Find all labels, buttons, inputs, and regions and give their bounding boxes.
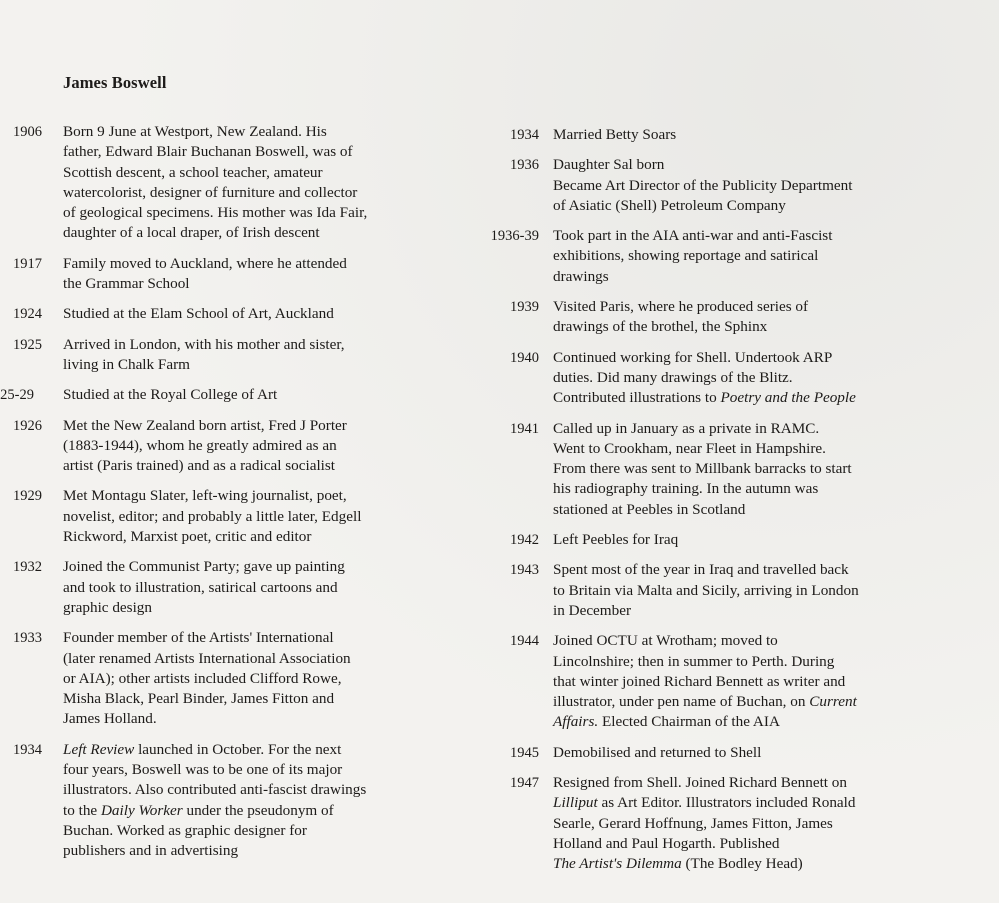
timeline-entry [0,486,470,547]
entry-year: 1945 [510,744,539,761]
timeline-entry [478,560,978,621]
entry-text: Left Peebles for Iraq [553,531,679,549]
entry-text: Demobilised and returned to Shell [553,743,762,761]
page-title: James Boswell [63,73,167,92]
entry-year: 1917 [13,255,42,272]
entry-text: Married Betty Soars [553,126,677,143]
entry-text: Visited Paris, where he produced series of drawings of the brothel, the Sphinx [553,298,809,336]
entry-year: 1926 [13,417,42,434]
entry-year: 1934 [510,127,539,143]
timeline-entry [478,743,978,763]
timeline-entry [478,226,978,287]
entry-year: 1929 [13,488,42,505]
entry-text: Spent most of the year in Iraq and travelled back to Britain via Malta and Sicily, arriving in London in December [553,561,859,619]
entry-year: 1942 [510,532,539,549]
entry-year: 1944 [510,633,539,650]
timeline-entry [0,122,470,244]
entry-year: 1932 [13,559,42,576]
left-review-line: Left Review launched in October. For the next [63,740,342,758]
entry-text: Met Montagu Slater, left-wing journalist, poet, novelist, editor; and probably a little later, Edgell Rickword, Marxist poet, critic and editor [63,487,362,546]
entry-text: Family moved to Auckland, where he attended the Grammar School [63,254,347,293]
entry-text: Continued working for Shell. Undertook ARP duties. Did many drawings of the Blitz. Contributed illustrations to Poetry and the People [553,348,953,409]
entry-text: Joined the Communist Party; gave up painting and took to illustration, satirical cartoons and graphic design [63,558,345,616]
entry-year: 1947 [510,775,539,792]
timeline-entry [0,628,470,729]
affairs-line: Affairs. Elected Chairman of the AIA [553,713,780,731]
entry-year: 1906 [13,124,42,140]
entry-text: Studied at the Elam School of Art, Auckland [63,305,334,323]
entry-year: 1939 [510,299,539,316]
entry-text: Arrived in London, with his mother and sister, living in Chalk Farm [63,335,345,373]
entry-text: Met the New Zealand born artist, Fred J Porter (1883-1944), whom he greatly admired as an artist (Paris trained) and as a radical socialist [63,416,347,475]
timeline-entry [478,155,978,216]
poetry-people-line: Contributed illustrations to Poetry and the People [553,389,856,407]
timeline-entry [478,631,978,732]
entry-year: 1934 [13,741,42,758]
current-affairs-line: illustrator, under pen name of Buchan, on Current [553,693,857,711]
timeline-entry [478,530,978,550]
timeline-entry [0,385,470,405]
entry-year: 1936 [510,157,539,174]
timeline-entry [478,125,978,145]
timeline-entry [0,740,470,862]
timeline-left-column [0,122,470,862]
timeline-entry [0,416,470,477]
timeline-right-column [478,125,978,875]
timeline-entry [0,335,470,376]
timeline-entry [478,773,978,874]
timeline-entry [0,254,470,295]
entry-year: 25-29 [0,387,34,404]
artists-dilemma-line: The Artist's Dilemma (The Bodley Head) [553,855,803,873]
entry-year: 1924 [13,306,42,323]
entry-year: 1941 [510,420,539,437]
entry-text: Resigned from Shell. Joined Richard Bennett on Lilliput as Art Editor. Illustrators included Ronald Searle, Gerard Hoffnung, James Fitton, James Holland and Paul Hogarth. Published The Artist's Dilemma (The Bodley Head) [553,773,953,874]
entry-year: 1940 [510,349,539,366]
entry-text: Joined OCTU at Wrotham; moved to Lincolnshire; then in summer to Perth. During that winter joined Richard Bennett as writer and illustrator, under pen name of Buchan, on Current Affairs. Elected Chairman of the AIA [553,631,953,732]
timeline-entry [0,304,470,324]
timeline-entry [478,419,978,520]
entry-year: 1943 [510,562,539,579]
entry-text: Born 9 June at Westport, New Zealand. His father, Edward Blair Buchanan Boswell, was of Scottish descent, a school teacher, amateur watercolorist, designer of furniture and collector of geological specimens. His mother was Ida Fair, daughter of a local draper, of Irish descent [63,123,368,242]
entry-text: Called up in January as a private in RAMC. Went to Crookham, near Fleet in Hampshire. From there was sent to Millbank barracks to start his radiography training. In the autumn was stationed at Peebles in Scotland [553,419,852,518]
entry-text: Took part in the AIA anti-war and anti-Fascist exhibitions, showing reportage and satirical drawings [553,227,833,285]
daily-worker-line: to the Daily Worker under the pseudonym of [63,801,334,819]
entry-text: Left Review launched in October. For the next four years, Boswell was to be one of its major illustrators. Also contributed anti-fascist drawings to the Daily Worker under the pseudonym of Buchan. Worked as graphic designer for publishers and in advertising [63,740,423,862]
entry-text: Studied at the Royal College of Art [63,386,278,404]
entry-text: Founder member of the Artists' International (later renamed Artists International Association or AIA); other artists included Clifford Rowe, Misha Black, Pearl Binder, James Fitton and James Holland. [63,629,351,728]
timeline-entry [0,557,470,618]
entry-year: 1925 [13,336,42,353]
lilliput-line: Lilliput as Art Editor. Illustrators included Ronald [553,794,856,812]
entry-year: 1933 [13,630,42,647]
timeline-entry [478,348,978,409]
entry-year: 1936-39 [490,228,539,245]
entry-text: Daughter Sal born Became Art Director of the Publicity Department of Asiatic (Shell) Petroleum Company [553,156,853,214]
timeline-entry [478,297,978,338]
